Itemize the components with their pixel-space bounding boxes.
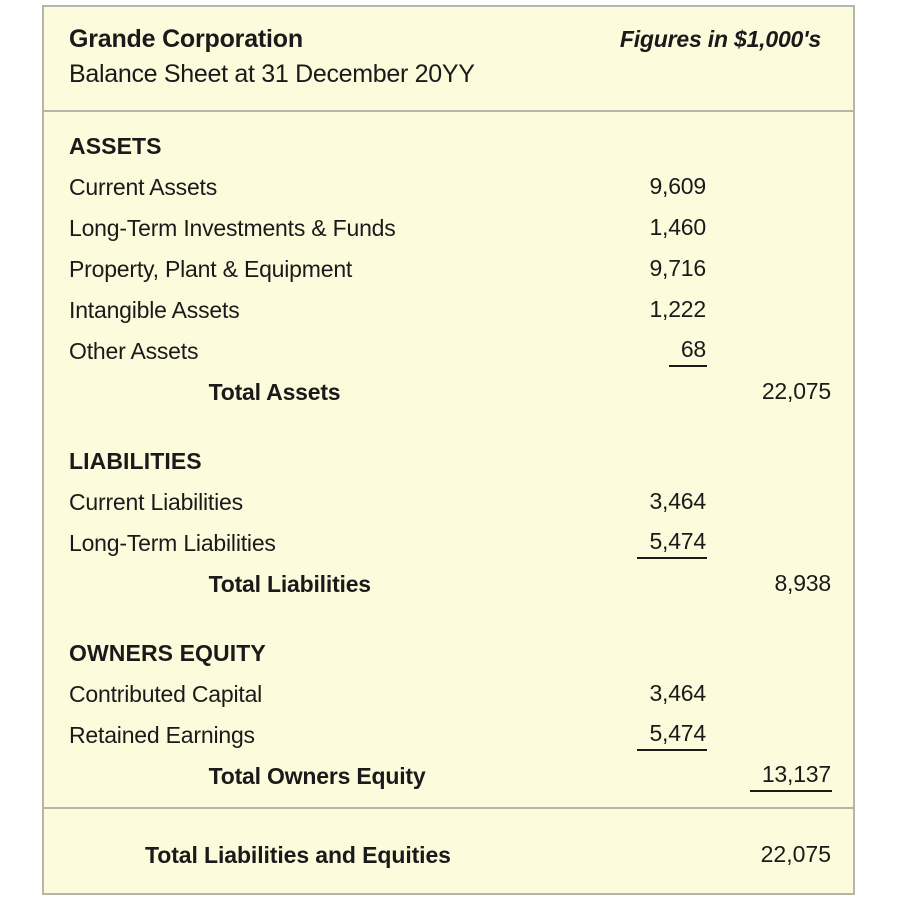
line-item-detail-amount xyxy=(587,336,707,367)
document-header xyxy=(44,7,853,112)
balance-sheet-document xyxy=(42,5,855,895)
amount-value: 22,075 xyxy=(760,840,831,867)
amount-value: 1,460 xyxy=(649,214,706,240)
section-title-assets: ASSETS xyxy=(69,133,162,159)
line-item-detail-amount xyxy=(587,255,707,284)
line-item-label: Retained Earnings xyxy=(69,722,255,748)
amount-value: 8,938 xyxy=(774,570,831,596)
line-item-detail-amount xyxy=(587,296,707,325)
company-name: Grande Corporation xyxy=(69,25,303,53)
line-item-detail-amount xyxy=(587,214,707,243)
section-total-amount xyxy=(707,570,853,599)
line-item-row xyxy=(44,249,853,290)
amount-value-ruled: 13,137 xyxy=(750,761,832,792)
line-item-label: Property, Plant & Equipment xyxy=(69,256,353,282)
amount-value: 1,222 xyxy=(649,296,706,322)
amount-value: 3,464 xyxy=(649,680,706,706)
section-owners-equity xyxy=(44,633,853,797)
amount-value: 3,464 xyxy=(649,488,706,514)
section-total-amount xyxy=(707,761,853,792)
line-item-detail-amount xyxy=(587,173,707,202)
section-total-label: Total Assets xyxy=(208,379,341,405)
grand-total-amount xyxy=(707,841,853,870)
section-title-owners-equity: OWNERS EQUITY xyxy=(69,640,266,666)
section-assets xyxy=(44,126,853,413)
amount-value-subtotal-ruled: 5,474 xyxy=(637,720,707,751)
line-item-row xyxy=(44,674,853,715)
line-item-label: Other Assets xyxy=(69,338,199,364)
section-total-row-liabilities xyxy=(44,564,853,605)
line-item-detail-amount xyxy=(587,528,707,559)
line-item-row xyxy=(44,715,853,756)
statement-subtitle: Balance Sheet at 31 December 20YY xyxy=(69,60,475,88)
line-item-detail-amount xyxy=(587,720,707,751)
line-item-row xyxy=(44,208,853,249)
amount-value-subtotal-ruled: 5,474 xyxy=(637,528,707,559)
section-total-amount xyxy=(707,378,853,407)
section-total-label: Total Liabilities xyxy=(208,571,371,597)
grand-total-row xyxy=(44,807,853,901)
amount-value: 22,075 xyxy=(761,378,831,404)
line-item-row xyxy=(44,523,853,564)
line-item-row xyxy=(44,290,853,331)
line-item-label: Long-Term Investments & Funds xyxy=(69,215,396,241)
line-item-label: Contributed Capital xyxy=(69,681,263,707)
line-item-detail-amount xyxy=(587,488,707,517)
line-item-row xyxy=(44,331,853,372)
section-total-row-owners-equity xyxy=(44,756,853,797)
line-item-row xyxy=(44,167,853,208)
line-item-detail-amount xyxy=(587,680,707,709)
section-divider-space xyxy=(44,611,853,633)
line-item-label: Current Assets xyxy=(69,174,218,200)
grand-total-label: Total Liabilities and Equities xyxy=(145,841,451,868)
line-item-label: Long-Term Liabilities xyxy=(69,530,276,556)
line-item-label: Intangible Assets xyxy=(69,297,240,323)
section-title-liabilities: LIABILITIES xyxy=(69,448,202,474)
amount-value-subtotal-ruled: 68 xyxy=(669,336,707,367)
section-total-row-assets xyxy=(44,372,853,413)
section-total-label: Total Owners Equity xyxy=(208,763,426,789)
line-item-row xyxy=(44,482,853,523)
section-divider-space xyxy=(44,419,853,441)
section-liabilities xyxy=(44,441,853,605)
document-body xyxy=(44,112,853,797)
figures-units-note: Figures in $1,000's xyxy=(619,26,821,52)
line-item-label: Current Liabilities xyxy=(69,489,243,515)
header-title-row xyxy=(69,25,835,54)
amount-value: 9,716 xyxy=(649,255,706,281)
amount-value: 9,609 xyxy=(649,173,706,199)
